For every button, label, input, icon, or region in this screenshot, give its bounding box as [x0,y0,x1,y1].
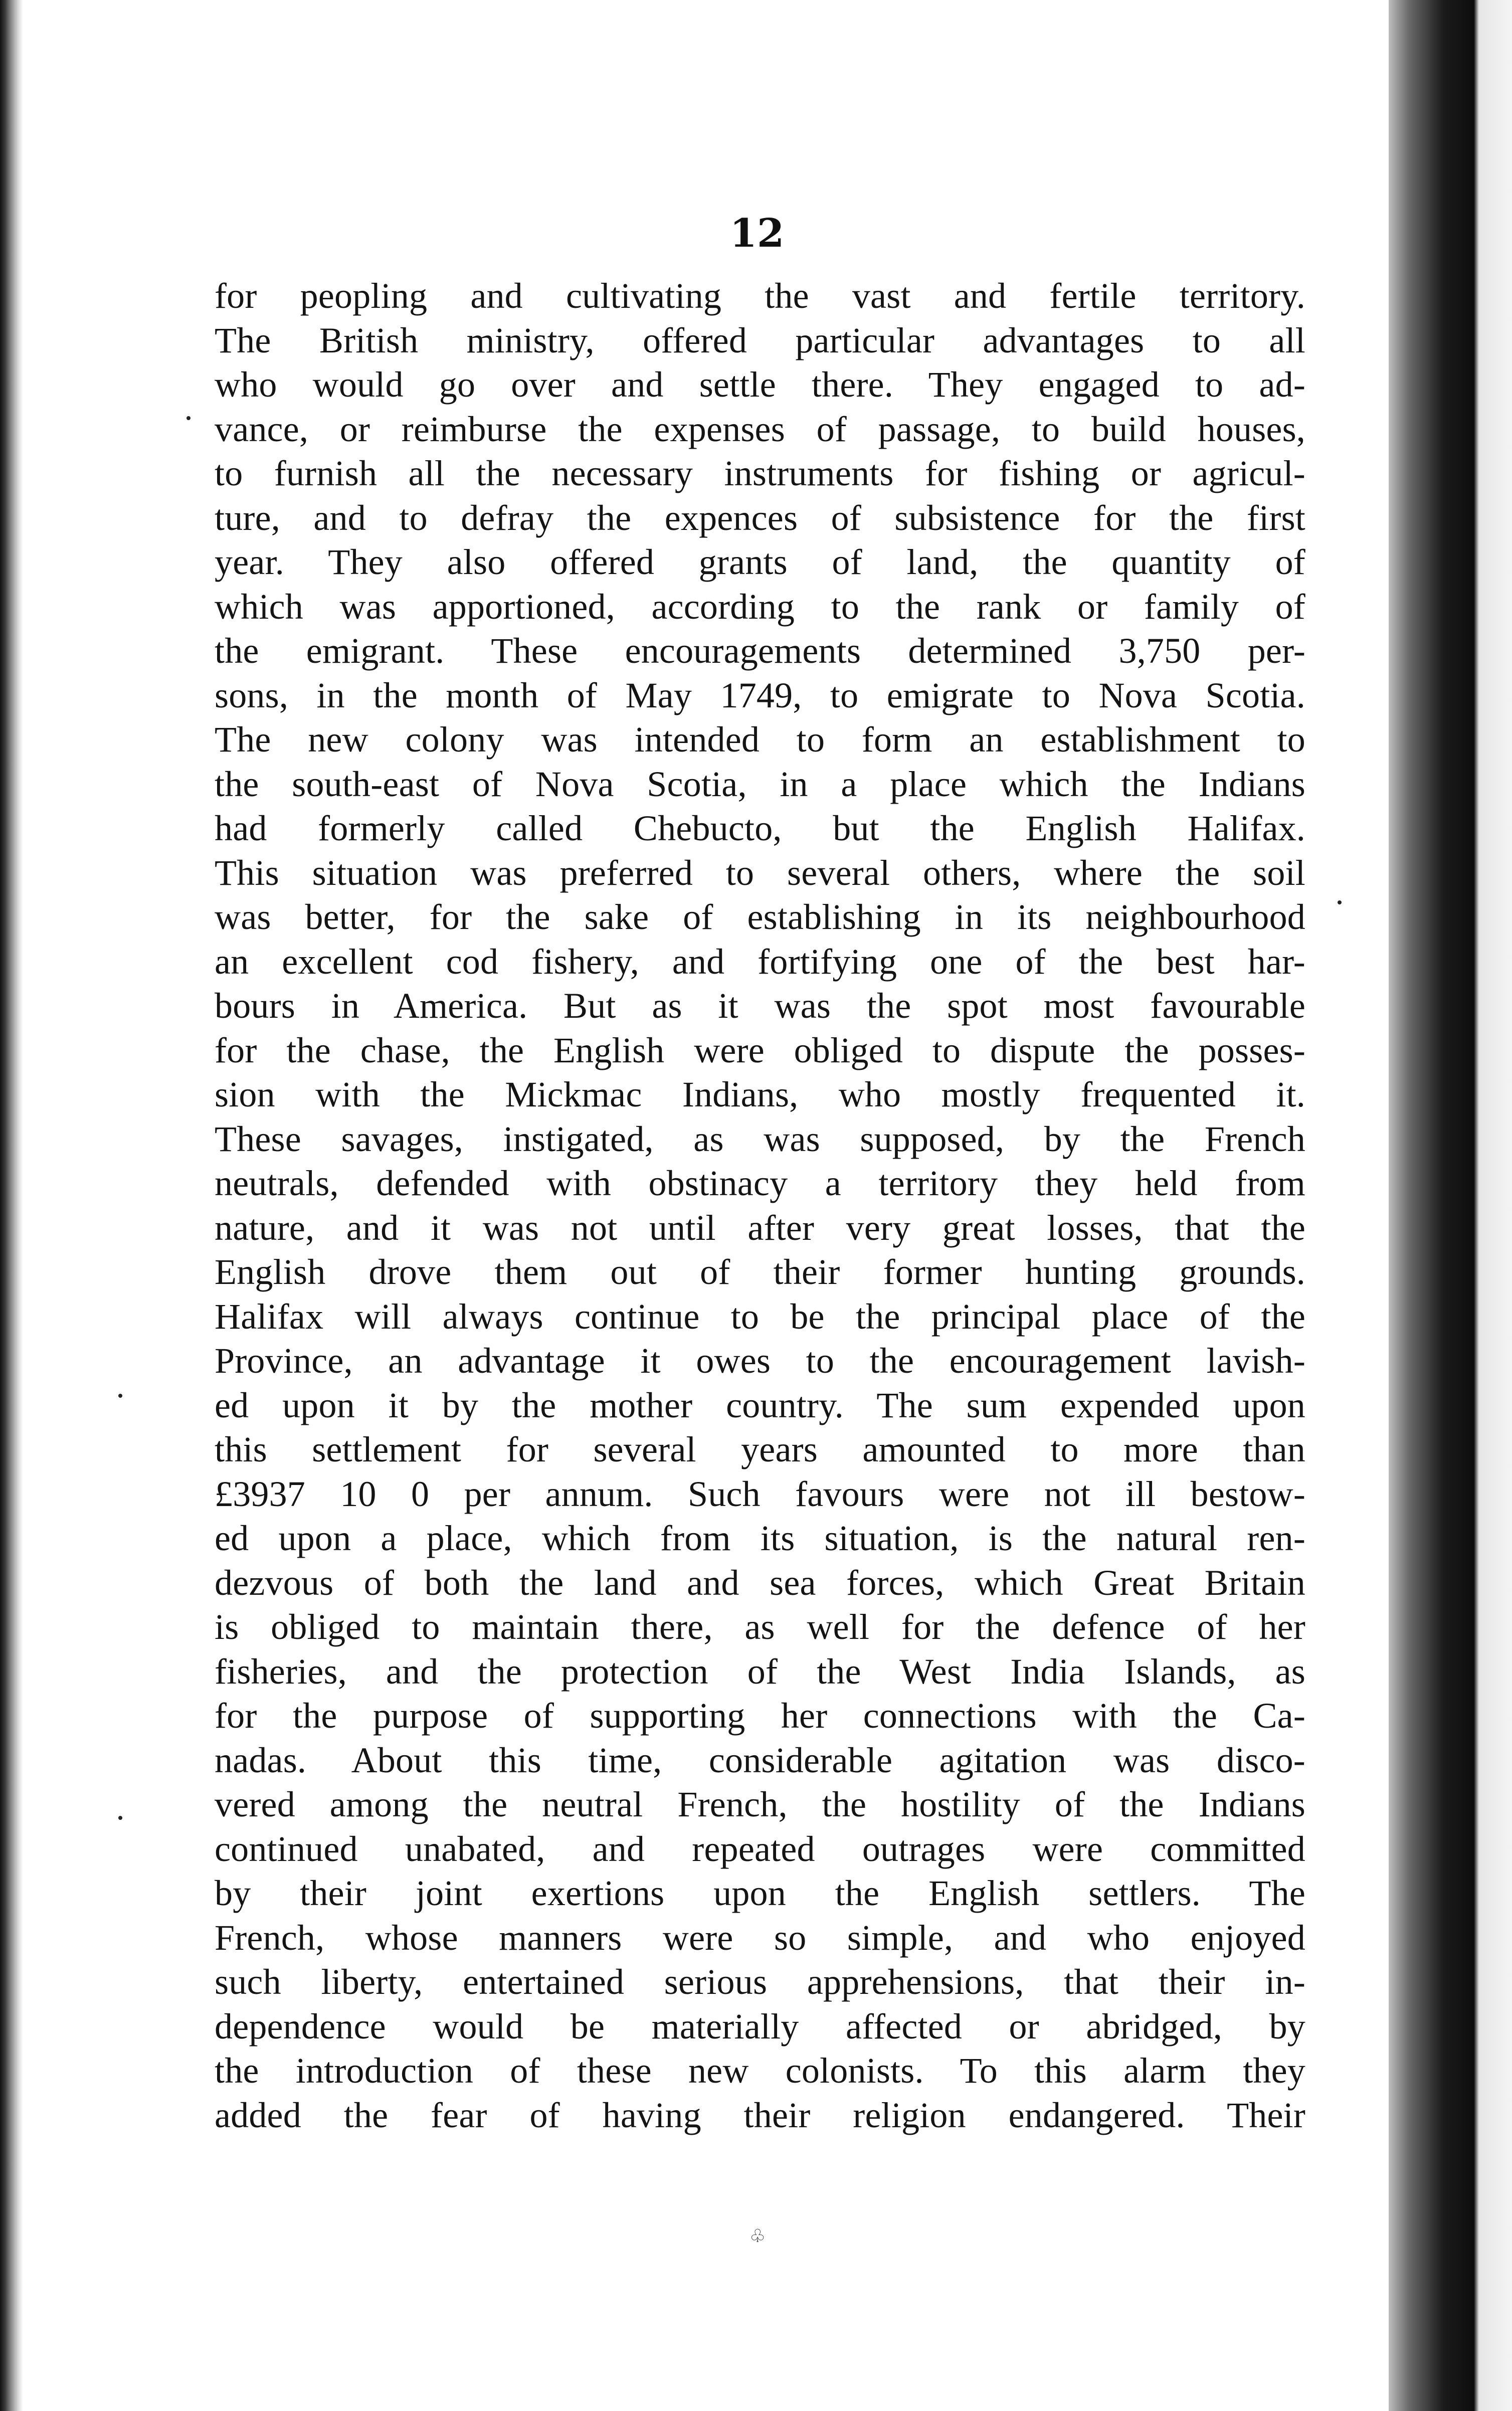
text-line: dezvous of both the land and sea forces, which Great Britain [215,1562,1305,1603]
text-line: ed upon a place, which from its situation, is the natural ren- [215,1518,1305,1558]
text-line: the emigrant. These encouragements determined 3,750 per- [215,631,1305,671]
text-line: £3937 10 0 per annum. Such favours were not ill bestow- [215,1473,1305,1514]
page-number: 12 [729,211,785,256]
text-line: nadas. About this time, considerable agitation was disco- [215,1740,1305,1780]
facing-page-edge [1389,0,1512,2411]
text-line: for peopling and cultivating the vast and fertile territory. [215,276,1305,316]
print-speck [186,416,191,420]
text-line: had formerly called Chebucto, but the English Halifax. [215,808,1305,848]
text-line: the introduction of these new colonists. To this alarm they [215,2051,1305,2091]
text-line: French, whose manners were so simple, and who enjoyed [215,1917,1305,1958]
footer-ornament: ♧ [749,2226,766,2247]
text-line: an excellent cod fishery, and fortifying one of the best har- [215,941,1305,982]
text-line: bours in America. But as it was the spot most favourable [215,986,1305,1026]
text-line: ed upon it by the mother country. The sum expended upon [215,1385,1305,1425]
body-text [215,274,1305,2137]
print-speck [1338,900,1342,904]
text-line: sons, in the month of May 1749, to emigrate to Nova Scotia. [215,675,1305,715]
text-line: nature, and it was not until after very great losses, that the [215,1207,1305,1248]
text-line: by their joint exertions upon the English settlers. The [215,1873,1305,1913]
text-line: neutrals, defended with obstinacy a territory they held from [215,1163,1305,1203]
text-line: This situation was preferred to several others, where the soil [215,852,1305,893]
binding-edge [0,0,23,2411]
text-line: for the purpose of supporting her connections with the Ca- [215,1696,1305,1736]
text-line: which was apportioned, according to the rank or family of [215,586,1305,627]
print-speck [118,1394,122,1398]
text-line: dependence would be materially affected or abridged, by [215,2006,1305,2047]
text-line: who would go over and settle there. They engaged to ad- [215,364,1305,405]
text-line: year. They also offered grants of land, the quantity of [215,542,1305,582]
text-line: is obliged to maintain there, as well for the defence of her [215,1607,1305,1647]
text-line: The British ministry, offered particular advantages to all [215,320,1305,360]
text-line: sion with the Mickmac Indians, who mostly frequented it. [215,1074,1305,1115]
text-line: These savages, instigated, as was supposed, by the French [215,1119,1305,1159]
text-line: this settlement for several years amounted to more than [215,1429,1305,1469]
text-line: to furnish all the necessary instruments for fishing or agricul- [215,453,1305,493]
text-line: was better, for the sake of establishing in its neighbourhood [215,897,1305,937]
text-line: such liberty, entertained serious apprehensions, that their in- [215,1962,1305,2002]
text-line: fisheries, and the protection of the West India Islands, as [215,1651,1305,1692]
print-speck [118,1816,122,1820]
text-line: vered among the neutral French, the hostility of the Indians [215,1784,1305,1824]
text-line: English drove them out of their former hunting grounds. [215,1252,1305,1292]
text-line: The new colony was intended to form an establishment to [215,719,1305,760]
text-line: added the fear of having their religion endangered. Their [215,2095,1305,2135]
text-line: ture, and to defray the expences of subsistence for the first [215,497,1305,538]
text-line: Halifax will always continue to be the principal place of the [215,1296,1305,1337]
text-line: the south-east of Nova Scotia, in a place which the Indians [215,764,1305,804]
text-line: for the chase, the English were obliged to dispute the posses- [215,1030,1305,1070]
text-line: continued unabated, and repeated outrages were committed [215,1828,1305,1869]
text-line: Province, an advantage it owes to the encouragement lavish- [215,1341,1305,1381]
text-line: vance, or reimburse the expenses of passage, to build houses, [215,409,1305,449]
